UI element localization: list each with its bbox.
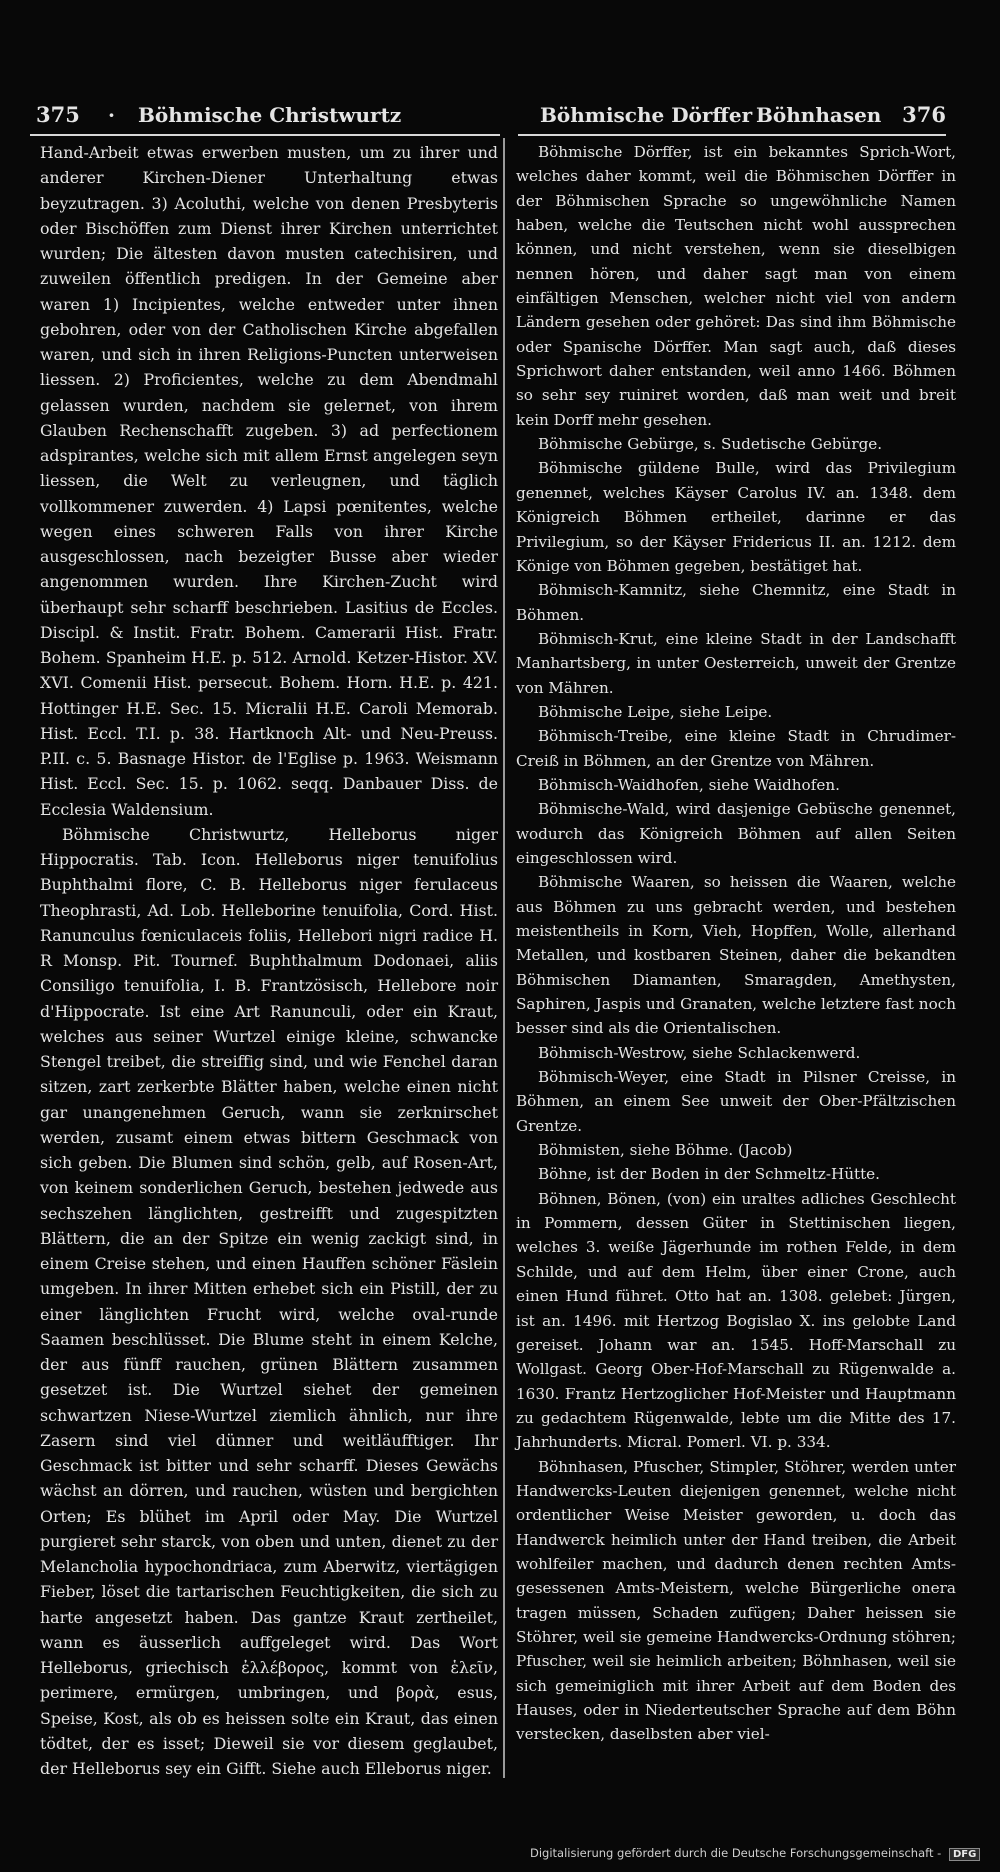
dfg-badge[interactable]: DFG <box>949 1848 980 1861</box>
entry-boehmische-doerffer: Böhmische Dörffer, ist ein bekanntes Sprich-Wort, welches daher kommt, weil die Böhmischen Dörffer in der Böhmischen Sprache so ungewöhnliche Namen haben, welche die Teutschen nicht wohl aussprechen können, und nicht verstehen, wenn sie dieselbigen nennen hören, und daher sagt man von einem einfältigen Menschen, welcher nicht viel von andern Ländern gesehen oder gehöret: Das sind ihm Böhmische oder Spanische Dörffer. Man sagt auch, daß dieses Sprichwort daher entstanden, weil anno 1466. Böhmen so sehr sey ruiniret worden, daß man weit und breit kein Dorff mehr gesehen. <box>516 143 956 429</box>
entry-weyer: Böhmisch-Weyer, eine Stadt in Pilsner Creisse, in Böhmen, an einem See unweit der Ober-Pfältzischen Grentze. <box>516 1068 956 1135</box>
column-divider <box>503 138 505 1778</box>
footer-text: Digitalisierung gefördert durch die Deutsche Forschungsgemeinschaft - <box>530 1846 942 1860</box>
entry-waaren: Böhmische Waaren, so heissen die Waaren, welche aus Böhmen zu uns gebracht werden, und bestehen meistentheils in Korn, Vieh, Hopffen, Wolle, allerhand Metallen, und kostbaren Steinen, daher die bekandten Böhmischen Diamanten, Smaragden, Amethysten, Saphiren, Jaspis und Granaten, welche letztere fast noch besser sind als die Orientalischen. <box>516 873 956 1038</box>
entry-westrow: Böhmisch-Westrow, siehe Schlackenwerd. <box>538 1043 861 1062</box>
entry-leipe: Böhmische Leipe, siehe Leipe. <box>538 702 773 721</box>
right-page-number: 376 <box>902 102 946 127</box>
right-running-title: Böhmische Dörffer <box>540 103 753 127</box>
entry-treibe: Böhmisch-Treibe, eine kleine Stadt in Chrudimer-Creiß in Böhmen, an der Grentze von Mähren. <box>516 727 956 770</box>
right-column <box>516 140 956 1747</box>
entry-krut: Böhmisch-Krut, eine kleine Stadt in der Landschafft Manhartsberg, in unter Oesterreich, unweit der Grentze von Mähren. <box>516 629 956 697</box>
digitization-credit <box>530 1846 1000 1861</box>
entry-christwurtz: Böhmische Christwurtz, Helleborus niger Hippocratis. Tab. Icon. Helleborus niger tenuifolius Buphthalmi flore, C. B. Helleborus niger ferulaceus Theophrasti, Ad. Lob. Helleborine tenuifolia, Cord. Hist. Ranunculus fœniculaceis foliis, Hellebori nigri radice H. R Monsp. Pit. Tournef. Buphthalmum Dodonaei, aliis Consiligo tenuifolia, I. B. Frantzösisch, Hellebore noir d'Hippocrate. Ist eine Art Ranunculi, oder ein Kraut, welches aus seiner Wurtzel einige kleine, schwancke Stengel treibet, die streiffig sind, und wie Fenchel daran sitzen, zart zerkerbte Blätter haben, welche einen nicht gar unangenehmen Geruch, wann sie zerknirschet werden, zusamt einem etwas bittern Geschmack von sich geben. Die Blumen sind schön, gelb, auf Rosen-Art, von keinem sonderlichen Geruch, bestehen jedwede aus sechszehen länglichten, gestreifft und zugespitzten Blättern, die an der Spitze ein wenig zackigt sind, in einem Creise stehen, und einen Hauffen schöner Fäslein umgeben. In ihrer Mitten erhebet sich ein Pistill, der zu einer länglichten Frucht wird, welche oval-runde Saamen beschlüsset. Die Blume steht in einem Kelche, der aus fünff rauchen, grünen Blättern zusammen gesetzet ist. Die Wurtzel siehet der gemeinen schwartzen Niese-Wurtzel ziemlich ähnlich, nur ihre Zasern sind viel dünner und weitläufftiger. Ihr Geschmack ist bitter und sehr scharff. Dieses Gewächs wächst an dörren, und rauchen, wüsten und bergichten Orten; Es blühet im April oder May. Die Wurtzel purgieret sehr starck, von oben und unten, dienet zu der Melancholia hypochondriaca, zum Aberwitz, viertägigen Fieber, löset die tartarischen Feuchtigkeiten, die sich zu harte angesetzt haben. Das gantze Kraut zertheilet, wann es äusserlich auffgeleget wird. Das Wort Helleborus, griechisch ἐλλέβορος, kommt von ἑλεῖν, perimere, ermürgen, umbringen, und βορὰ, esus, Speise, Kost, als ob es heissen solte ein Kraut, das einen tödtet, der es isset; Dieweil sie vor diesem geglaubet, der Helleborus sey ein Gifft. Siehe auch Elleborus niger. <box>40 824 498 1778</box>
right-page-header <box>518 96 946 136</box>
entry-waidhofen: Böhmisch-Waidhofen, siehe Waidhofen. <box>538 775 840 794</box>
left-column <box>40 140 498 1781</box>
header-separator-dot: · <box>108 103 115 127</box>
right-running-title-2: Böhnhasen <box>756 103 882 127</box>
entry-boehne: Böhne, ist der Boden in der Schmeltz-Hütte. <box>538 1165 881 1184</box>
entry-wald: Böhmische-Wald, wird dasjenige Gebüsche genennet, wodurch das Königreich Böhmen auf allen Seiten eingeschlossen wird. <box>516 800 956 867</box>
entry-boehnhasen: Böhnhasen, Pfuscher, Stimpler, Stöhrer, werden unter Handwercks-Leuten diejenigen genennet, welche nicht ordentlicher Weise Meister geworden, u. doch das Handwerck heimlich unter der Hand treiben, die Arbeit wohlfeiler machen, und dadurch denen rechten Amts-gesessenen Amts-Meistern, welche Bürgerliche onera tragen müssen, Schaden zufügen; Daher heissen sie Stöhrer, weil sie gemeine Handwercks-Ordnung stöhren; Pfuscher, weil sie heimlich arbeiten; Böhnhasen, weil sie sich gemeiniglich mit ihrer Arbeit auf dem Boden des Hauses, oder in Niederteutscher Sprache auf dem Böhn verstecken, daselbsten aber viel- <box>516 1457 956 1744</box>
entry-kamnitz: Böhmisch-Kamnitz, siehe Chemnitz, eine Stadt in Böhmen. <box>516 581 956 624</box>
entry-guldene-bulle: Böhmische güldene Bulle, wird das Privilegium genennet, welches Käyser Carolus IV. an. 1348. dem Königreich Böhmen ertheilet, darinne er das Privilegium, so der Käyser Fridericus II. an. 1212. dem Könige von Böhmen gegeben, bestätiget hat. <box>516 459 956 575</box>
left-page-header <box>30 96 500 136</box>
entry-boehmisten: Böhmisten, siehe Böhme. (Jacob) <box>538 1141 793 1160</box>
entry-continuation-brueder: Hand-Arbeit etwas erwerben musten, um zu ihrer und anderer Kirchen-Diener Unterhaltung etwas beyzutragen. 3) Acoluthi, welche von denen Presbyteris oder Bischöffen zum Dienst ihrer Kirchen unterrichtet wurden; Die ältesten davon musten catechisiren, und zuweilen öffentlich predigen. In der Gemeine aber waren 1) Incipientes, welche entweder unter ihnen gebohren, oder von der Catholischen Kirche abgefallen waren, und sich in ihren Religions-Puncten unterweisen liessen. 2) Proficientes, welche zu dem Abendmahl gelassen wurden, nachdem sie gelernet, von ihrem Glauben Rechenschafft zugeben. 3) ad perfectionem adspirantes, welche sich mit allem Ernst angelegen seyn liessen, die Welt zu verleugnen, und täglich vollkommener zuwerden. 4) Lapsi pœnitentes, welche wegen eines schweren Falls von ihrer Kirche ausgeschlossen, nach bezeigter Busse aber wieder angenommen wurden. Ihre Kirchen-Zucht wird überhaupt sehr scharff beschrieben. Lasitius de Eccles. Discipl. & Instit. Fratr. Bohem. Camerarii Hist. Fratr. Bohem. Spanheim H.E. p. 512. Arnold. Ketzer-Histor. XV. XVI. Comenii Hist. persecut. Bohem. Horn. H.E. p. 421. Hottinger H.E. Sec. 15. Micralii H.E. Caroli Memorab. Hist. Eccl. T.I. p. 38. Hartknoch Alt- und Neu-Preuss. P.II. c. 5. Basnage Histor. de l'Eglise p. 1963. Weismann Hist. Eccl. Sec. 15. p. 1062. seqq. Danbauer Diss. de Ecclesia Waldensium. <box>40 143 498 819</box>
entry-boehmische-gebuerge: Böhmische Gebürge, s. Sudetische Gebürge. <box>538 435 883 454</box>
left-running-title: Böhmische Christwurtz <box>138 103 402 127</box>
left-page-number: 375 <box>36 102 80 127</box>
entry-boehnen: Böhnen, Bönen, (von) ein uraltes adliches Geschlecht in Pommern, dessen Güter in Stettinischen liegen, welches 3. weiße Jägerhunde im rothen Felde, in dem Schilde, und auf dem Helm, über einer Crone, auch einen Hund führet. Otto hat an. 1308. gelebet: Jürgen, ist an. 1496. mit Hertzog Bogislao X. ins gelobte Land gereiset. Johann war an. 1545. Hoff-Marschall zu Wollgast. Georg Ober-Hof-Marschall zu Rügenwalde a. 1630. Frantz Hertzoglicher Hof-Meister und Hauptmann zu gedachtem Rügenwalde, lebte um die Mitte des 17. Jahrhunderts. Micral. Pomerl. VI. p. 334. <box>516 1189 956 1452</box>
